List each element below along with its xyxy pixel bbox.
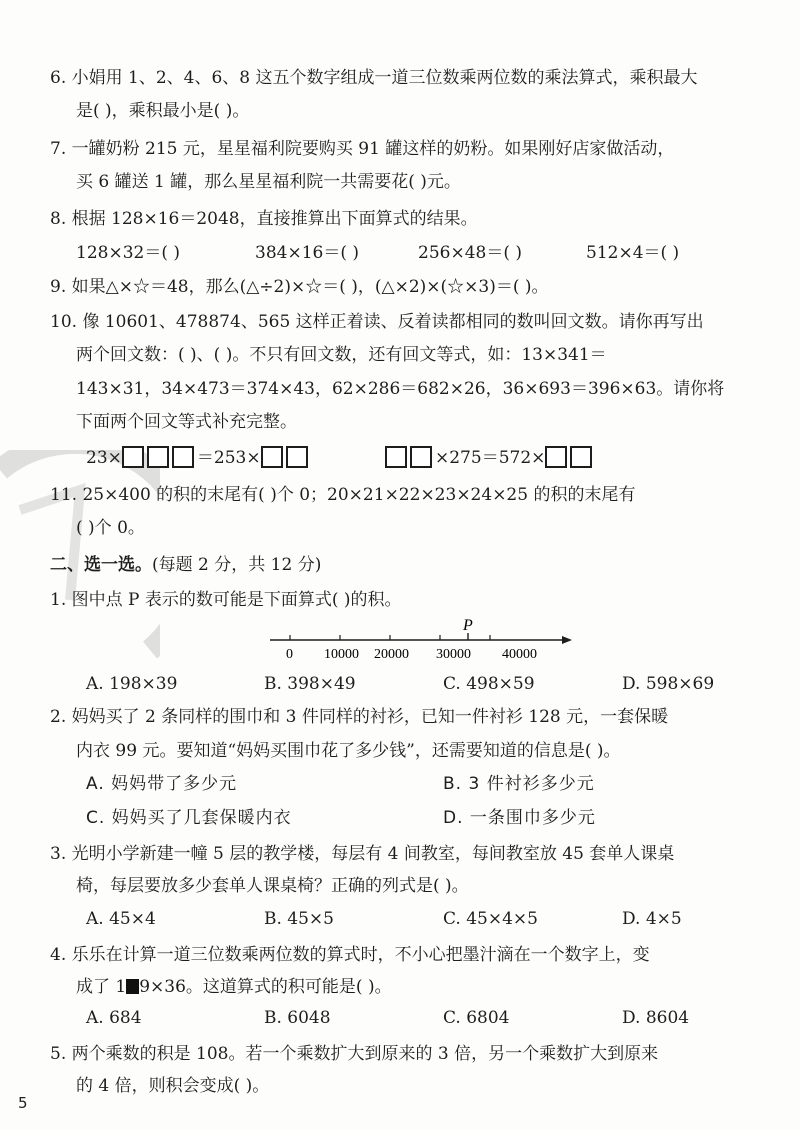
q10-eq1-right: ＝253× — [196, 448, 261, 468]
q8-line-1: 8. 根据 128×16＝2048，直接推算出下面算式的结果。 — [50, 209, 478, 229]
q9-line-1: 9. 如果△×☆＝48，那么(△÷2)×☆＝( )，(△×2)×(☆×3)＝( )。 — [50, 277, 549, 297]
answer-box[interactable] — [385, 446, 407, 468]
c3-option-b[interactable]: B. 45×5 — [264, 909, 334, 929]
q6-line-2: 是( )，乘积最小是( )。 — [76, 101, 250, 121]
c4-line-2b: 9×36。这道算式的积可能是( )。 — [139, 977, 392, 997]
c4-line-1: 4. 乐乐在计算一道三位数乘两位数的算式时，不小心把墨汁滴在一个数字上，变 — [50, 945, 650, 965]
c1-option-b[interactable]: B. 398×49 — [264, 674, 356, 694]
axis-tick-label: 0 — [286, 647, 293, 662]
answer-box[interactable] — [172, 446, 194, 468]
c2-line-2: 内衣 99 元。要知道“妈妈买围巾花了多少钱”，还需要知道的信息是( )。 — [76, 741, 621, 761]
c2-option-c[interactable]: C. 妈妈买了几套保暖内衣 — [86, 808, 292, 828]
section-note: (每题 2 分，共 12 分) — [152, 555, 322, 575]
answer-box[interactable] — [147, 446, 169, 468]
c2-option-a[interactable]: A. 妈妈带了多少元 — [86, 774, 238, 794]
q7-line-1: 7. 一罐奶粉 215 元，星星福利院要购买 91 罐这样的奶粉。如果刚好店家做活动， — [50, 139, 675, 159]
c4-option-c[interactable]: C. 6804 — [443, 1008, 510, 1028]
q11-line-1: 11. 25×400 的积的末尾有( )个 0；20×21×22×23×24×25 的积的末尾有 — [50, 485, 636, 505]
answer-box[interactable] — [122, 446, 144, 468]
c2-option-b[interactable]: B. 3 件衬衫多少元 — [443, 774, 595, 794]
c3-line-2: 椅，每层要放多少套单人课桌椅？正确的列式是( )。 — [76, 876, 469, 896]
q8-item-3: 256×48＝( ) — [418, 243, 522, 263]
c3-line-1: 3. 光明小学新建一幢 5 层的教学楼，每层有 4 间教室，每间教室放 45 套单人课桌 — [50, 844, 675, 864]
q10-eq2-mid: ×275＝572× — [435, 448, 546, 468]
answer-box[interactable] — [570, 446, 592, 468]
page-number: 5 — [18, 1094, 28, 1112]
c4-option-a[interactable]: A. 684 — [86, 1008, 142, 1028]
q8-item-1: 128×32＝( ) — [76, 243, 180, 263]
q8-item-4: 512×4＝( ) — [586, 243, 680, 263]
q6-line-1: 6. 小娟用 1、2、4、6、8 这五个数字组成一道三位数乘两位数的乘法算式，乘积最大 — [50, 68, 698, 88]
number-line — [260, 614, 580, 664]
c2-line-1: 2. 妈妈买了 2 条同样的围巾和 3 件同样的衬衫，已知一件衬衫 128 元，一套保暖 — [50, 707, 669, 727]
c3-option-d[interactable]: D. 4×5 — [622, 909, 682, 929]
c1-option-c[interactable]: C. 498×59 — [443, 674, 535, 694]
c4-line-2a: 成了 1 — [76, 977, 127, 997]
q10-eq1-left: 23× — [86, 448, 122, 468]
section-title-text: 二、选一选。 — [50, 555, 152, 575]
q7-line-2: 买 6 罐送 1 罐，那么星星福利院一共需要花( )元。 — [76, 172, 461, 192]
q11-line-2: ( )个 0。 — [76, 518, 145, 538]
c5-line-2: 的 4 倍，则积会变成( )。 — [76, 1076, 270, 1096]
point-label-p: P — [463, 617, 473, 634]
c1-stem: 1. 图中点 P 表示的数可能是下面算式( )的积。 — [50, 590, 402, 610]
ink-blot — [126, 979, 139, 994]
q8-item-2: 384×16＝( ) — [255, 243, 359, 263]
answer-box[interactable] — [410, 446, 432, 468]
q10-line-4: 下面两个回文等式补充完整。 — [76, 412, 297, 432]
axis-tick-label: 10000 — [324, 647, 359, 662]
c3-option-c[interactable]: C. 45×4×5 — [443, 909, 538, 929]
c4-option-d[interactable]: D. 8604 — [622, 1008, 690, 1028]
q10-line-3: 143×31，34×473＝374×43，62×286＝682×26，36×693＝396×63。请你将 — [76, 379, 725, 399]
c2-option-d[interactable]: D. 一条围巾多少元 — [443, 808, 596, 828]
c5-line-1: 5. 两个乘数的积是 108。若一个乘数扩大到原来的 3 倍，另一个乘数扩大到原来 — [50, 1044, 659, 1064]
c4-line-2 — [76, 975, 392, 999]
q10-equation-2 — [385, 446, 595, 470]
answer-box[interactable] — [286, 446, 308, 468]
section-title — [50, 553, 321, 577]
axis-tick-label: 20000 — [374, 647, 409, 662]
axis-tick-label: 40000 — [502, 647, 537, 662]
c3-option-a[interactable]: A. 45×4 — [86, 909, 156, 929]
c1-option-a[interactable]: A. 198×39 — [86, 674, 178, 694]
q10-line-2: 两个回文数：( )、( )。不只有回文数，还有回文等式，如：13×341＝ — [76, 345, 607, 365]
answer-box[interactable] — [261, 446, 283, 468]
q10-line-1: 10. 像 10601、478874、565 这样正着读、反着读都相同的数叫回文数。请你再写出 — [50, 312, 704, 332]
c4-option-b[interactable]: B. 6048 — [264, 1008, 331, 1028]
axis-tick-label: 30000 — [436, 647, 471, 662]
c1-option-d[interactable]: D. 598×69 — [622, 674, 715, 694]
q10-equation-1 — [86, 446, 311, 470]
answer-box[interactable] — [545, 446, 567, 468]
